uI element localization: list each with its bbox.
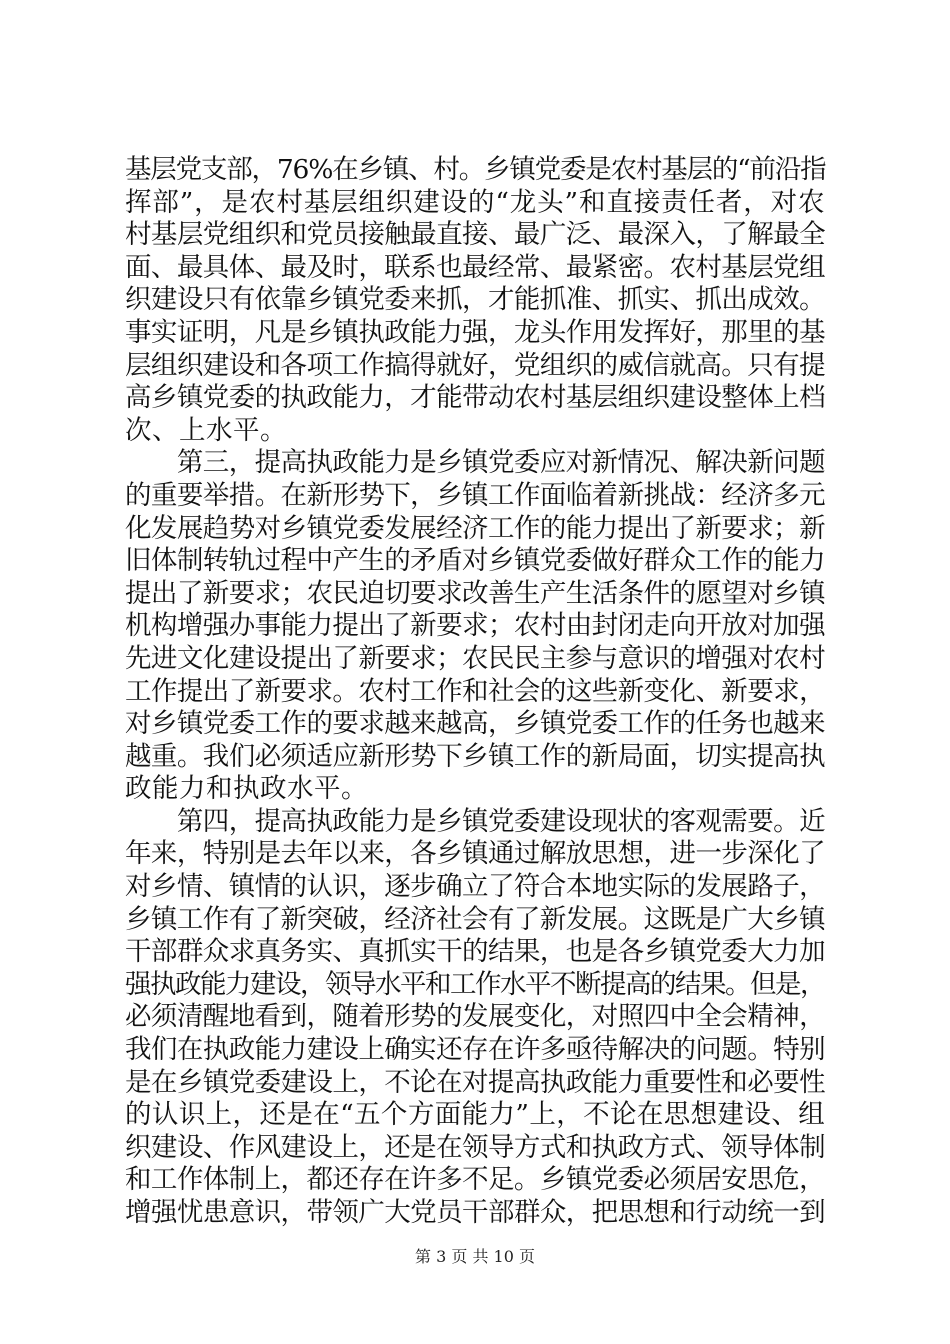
text-line: 事实证明，凡是乡镇执政能力强，龙头作用发挥好，那里的基 bbox=[125, 316, 825, 348]
text-line: 化发展趋势对乡镇党委发展经济工作的能力提出了新要求；新 bbox=[125, 512, 825, 544]
text-line: 织建设只有依靠乡镇党委来抓，才能抓准、抓实、抓出成效。 bbox=[125, 284, 825, 316]
text-line: 增强忧患意识，带领广大党员干部群众，把思想和行动统一到 bbox=[125, 1197, 825, 1228]
text-line: 织建设、作风建设上，还是在领导方式和执政方式、领导体制 bbox=[125, 1131, 825, 1163]
text-line: 机构增强办事能力提出了新要求；农村由封闭走向开放对加强 bbox=[125, 610, 825, 642]
text-line: 面、最具体、最及时，联系也最经常、最紧密。农村基层党组 bbox=[125, 251, 825, 283]
text-line: 基层党支部，76%在乡镇、村。乡镇党委是农村基层的“前沿指 bbox=[125, 154, 826, 185]
text-line: 旧体制转轨过程中产生的矛盾对乡镇党委做好群众工作的能力 bbox=[125, 545, 825, 577]
page-footer: 第 3 页 共 10 页 bbox=[415, 1247, 535, 1266]
text-line: 层组织建设和各项工作搞得就好，党组织的威信就高。只有提 bbox=[125, 349, 825, 381]
text-line: 的重要举措。在新形势下，乡镇工作面临着新挑战：经济多元 bbox=[125, 479, 825, 511]
text-line: 第三，提高执政能力是乡镇党委应对新情况、解决新问题 bbox=[125, 447, 825, 479]
text-line: 越重。我们必须适应新形势下乡镇工作的新局面，切实提高执 bbox=[125, 740, 825, 772]
text-line: 和工作体制上，都还存在许多不足。乡镇党委必须居安思危， bbox=[125, 1164, 825, 1196]
text-line: 是在乡镇党委建设上，不论在对提高执政能力重要性和必要性 bbox=[125, 1066, 825, 1098]
text-line: 干部群众求真务实、真抓实干的结果，也是各乡镇党委大力加 bbox=[125, 936, 825, 968]
text-line: 村基层党组织和党员接触最直接、最广泛、最深入，了解最全 bbox=[125, 219, 825, 251]
text-line: 工作提出了新要求。农村工作和社会的这些新变化、新要求， bbox=[125, 675, 825, 707]
text-line: 我们在执政能力建设上确实还存在许多亟待解决的问题。特别 bbox=[125, 1034, 825, 1066]
text-line: 次、上水平。 bbox=[125, 414, 287, 446]
text-line: 乡镇工作有了新突破，经济社会有了新发展。这既是广大乡镇 bbox=[125, 903, 825, 935]
text-line: 对乡镇党委工作的要求越来越高，乡镇党委工作的任务也越来 bbox=[125, 708, 825, 740]
text-line: 提出了新要求；农民迫切要求改善生产生活条件的愿望对乡镇 bbox=[125, 577, 825, 609]
text-line: 挥部”，是农村基层组织建设的“龙头”和直接责任者，对农 bbox=[125, 186, 825, 218]
text-line: 高乡镇党委的执政能力，才能带动农村基层组织建设整体上档 bbox=[125, 382, 825, 414]
text-line: 年来，特别是去年以来，各乡镇通过解放思想，进一步深化了 bbox=[125, 838, 825, 870]
text-line: 政能力和执政水平。 bbox=[125, 773, 368, 805]
text-line: 先进文化建设提出了新要求；农民民主参与意识的增强对农村 bbox=[125, 642, 825, 674]
text-line: 的认识上，还是在“五个方面能力”上，不论在思想建设、组 bbox=[125, 1099, 826, 1131]
body-text bbox=[125, 154, 825, 1230]
text-line: 第四，提高执政能力是乡镇党委建设现状的客观需要。近 bbox=[125, 805, 825, 837]
text-line: 强执政能力建设，领导水平和工作水平不断提高的结果。但是， bbox=[125, 968, 825, 1000]
text-line: 必须清醒地看到，随着形势的发展变化，对照四中全会精神， bbox=[125, 1001, 825, 1033]
text-line: 对乡情、镇情的认识，逐步确立了符合本地实际的发展路子， bbox=[125, 871, 825, 903]
